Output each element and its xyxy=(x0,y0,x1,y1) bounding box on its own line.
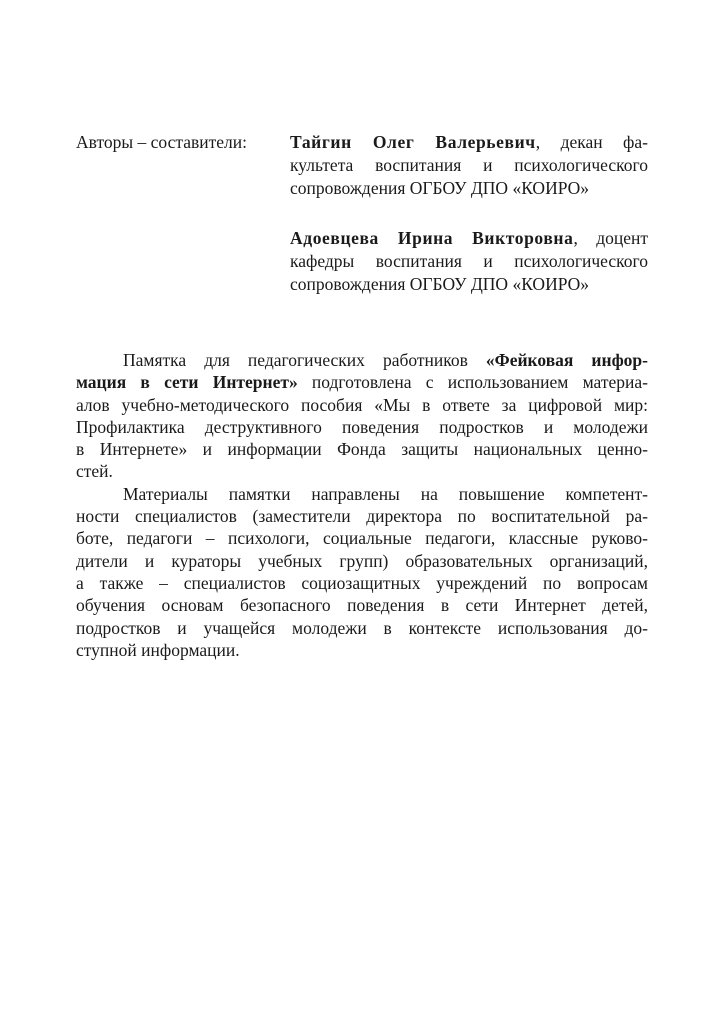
paragraph-1-title-part-1: «Фейковая инфор- xyxy=(485,350,648,370)
paragraph-2-line-6: обучения основам безопасного поведения в сети Интернет детей, xyxy=(76,595,648,616)
author-1-role-start: , декан фа- xyxy=(535,132,648,152)
author-2-line-1 xyxy=(290,227,648,250)
author-2-role-start: , доцент xyxy=(573,228,648,248)
paragraph-1-line-2 xyxy=(76,371,648,393)
paragraph-1 xyxy=(76,349,648,483)
paragraph-2-line-8: ступной информации. xyxy=(76,639,240,660)
paragraph-1-line-6: стей. xyxy=(76,461,113,482)
paragraph-1-line-3: алов учебно-методического пособия «Мы в ответе за цифровой мир: xyxy=(76,394,648,415)
author-2-line-2: кафедры воспитания и психологического xyxy=(290,251,648,271)
paragraph-1-line-5: в Интернете» и информации Фонда защиты национальных ценно- xyxy=(76,439,648,460)
author-2-name: Адоевцева Ирина Викторовна xyxy=(290,228,574,248)
author-1-line-2: культета воспитания и психологического xyxy=(290,155,648,175)
paragraph-1-line-1 xyxy=(76,349,648,371)
paragraph-1-line-4: Профилактика деструктивного поведения подростков и молодежи xyxy=(76,416,648,437)
body-text xyxy=(76,349,648,661)
author-2-line-3: сопровождения ОГБОУ ДПО «КОИРО» xyxy=(290,274,590,294)
paragraph-2-line-1: Материалы памятки направлены на повышение компетент- xyxy=(123,483,648,504)
author-1-line-1 xyxy=(290,131,648,154)
author-1-name: Тайгин Олег Валерьевич xyxy=(290,132,536,152)
paragraph-2-line-7: подростков и учащейся молодежи в контексте использования до- xyxy=(76,617,648,638)
paragraph-1-title-part-2: мация в сети Интернет» xyxy=(76,372,298,393)
authors-label: Авторы – составители: xyxy=(76,132,247,152)
paragraph-2-line-4: дители и кураторы учебных групп) образовательных организаций, xyxy=(76,550,648,571)
paragraph-1-line-2-text: подготовлена с использованием материа- xyxy=(297,372,648,393)
author-2 xyxy=(290,227,648,296)
authors-list xyxy=(290,131,648,296)
paragraph-2-line-3: боте, педагоги – психологи, социальные педагоги, классные руково- xyxy=(76,528,648,549)
paragraph-2-line-2: ности специалистов (заместители директора по воспитательной ра- xyxy=(76,506,648,527)
paragraph-1-line-1-text: Памятка для педагогических работников xyxy=(123,350,486,370)
paragraph-2-line-5: а также – специалистов социозащитных учреждений по вопросам xyxy=(76,572,648,593)
author-1 xyxy=(290,131,648,200)
author-1-line-3: сопровождения ОГБОУ ДПО «КОИРО» xyxy=(290,178,590,198)
paragraph-2 xyxy=(76,483,648,661)
